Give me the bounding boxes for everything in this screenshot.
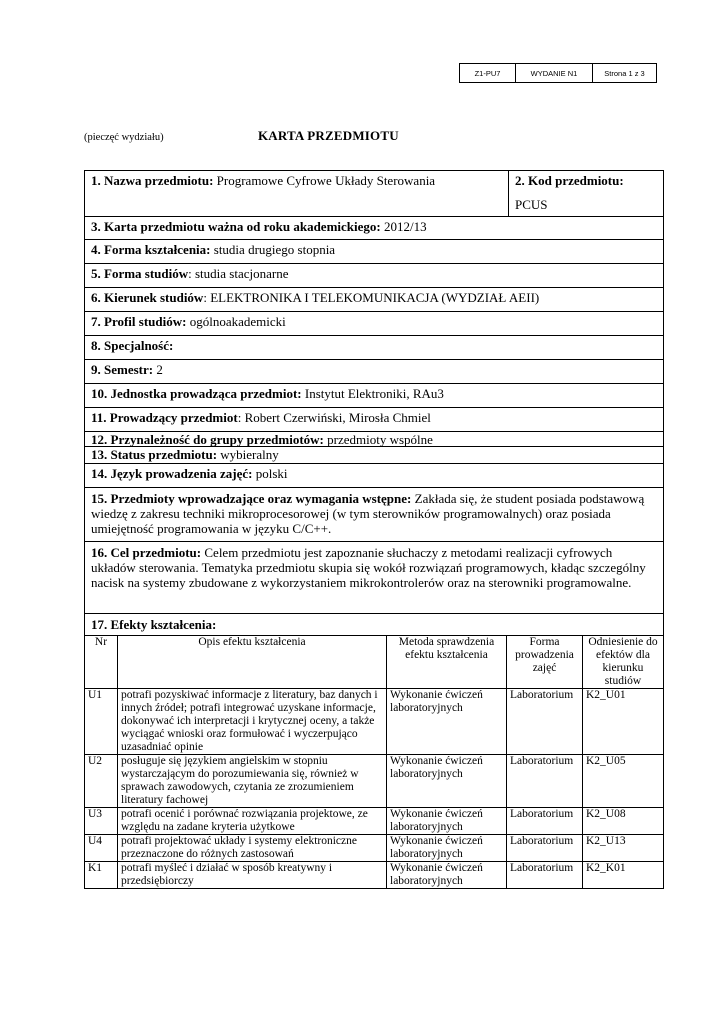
effect-description: potrafi pozyskiwać informacje z literatury, baz danych i innych źródeł; potrafi integrować uzyskane informacje, dokonywać ich interpretacji i krytycznej oceny, a także wyciągać wnioski oraz formułować i wyczerpująco uzasadniać opinie [118, 689, 387, 755]
effect-description: potrafi myśleć i działać w sposób kreatywny i przedsiębiorczy [118, 862, 387, 889]
profile-label: 7. Profil studiów: [91, 314, 187, 329]
goal-value: Celem przedmiotu jest zapoznanie słuchaczy z metodami realizacji cyfrowych układów sterowania. Tematyka przedmiotu skupia się wokół rozwiązań programowych, kładąc szczególny nacisk na systemy zbudowane z wykorzystaniem mikrokontrolerów oraz na sterowniki programowalne. [91, 545, 646, 590]
header-form: Forma prowadzenia zajęć [507, 636, 583, 689]
effect-form: Laboratorium [507, 755, 583, 808]
effects-label: 17. Efekty kształcenia: [91, 617, 217, 632]
table-row [85, 835, 663, 862]
row-profile [85, 312, 663, 336]
row-unit [85, 384, 663, 408]
effect-form: Laboratorium [507, 808, 583, 835]
row-education-form [85, 240, 663, 264]
status-value: wybieralny [217, 447, 279, 462]
effect-method: Wykonanie ćwiczeń laboratoryjnych [387, 835, 507, 862]
language-label: 14. Język prowadzenia zajęć: [91, 466, 253, 481]
education-form-label: 4. Forma kształcenia: [91, 242, 211, 257]
direction-value: : ELEKTRONIKA I TELEKOMUNIKACJA (WYDZIAŁ AEII) [203, 290, 540, 305]
effect-description: posługuje się językiem angielskim w stopniu wystarczającym do porozumiewania się, również w sprawach zawodowych, czytania ze zrozumieniem literatury fachowej [118, 755, 387, 808]
semester-value: 2 [153, 362, 163, 377]
effect-nr: U3 [85, 808, 118, 835]
course-name-value: Programowe Cyfrowe Układy Sterowania [213, 173, 436, 188]
course-name-label: 1. Nazwa przedmiotu: [91, 173, 214, 188]
course-code-label: 2. Kod przedmiotu: [515, 173, 624, 188]
semester-label: 9. Semestr: [91, 362, 154, 377]
effect-description: potrafi ocenić i porównać rozwiązania projektowe, ze względu na zadane kryteria użytkowe [118, 808, 387, 835]
header-description: Opis efektu kształcenia [118, 636, 387, 689]
effect-form: Laboratorium [507, 862, 583, 889]
valid-year-label: 3. Karta przedmiotu ważna od roku akademickiego: [91, 219, 381, 234]
language-value: polski [252, 466, 288, 481]
row-valid-year [85, 217, 663, 240]
faculty-stamp-label: (pieczęć wydziału) [84, 132, 164, 143]
education-form-value: studia drugiego stopnia [210, 242, 336, 257]
lecturer-label: 11. Prowadzący przedmiot [91, 410, 238, 425]
row-group [85, 432, 663, 447]
effect-reference: K2_U13 [583, 835, 664, 862]
effects-table [85, 636, 663, 888]
effect-reference: K2_U08 [583, 808, 664, 835]
effects-table-wrap [85, 636, 663, 888]
effect-description: potrafi projektować układy i systemy elektroniczne przeznaczone do różnych zastosowań [118, 835, 387, 862]
course-code-cell [509, 171, 663, 216]
effect-method: Wykonanie ćwiczeń laboratoryjnych [387, 755, 507, 808]
prerequisites-value: Zakłada się, że student posiada podstawową wiedzę z zakresu techniki mikroprocesorowej (w tym sterowników programowalnych) oraz posiada umiejętność programowania w języku C/C++. [91, 491, 645, 536]
effect-reference: K2_K01 [583, 862, 664, 889]
effect-method: Wykonanie ćwiczeń laboratoryjnych [387, 862, 507, 889]
document-code: Z1-PU7 [460, 64, 516, 82]
unit-value: Instytut Elektroniki, RAu3 [301, 386, 444, 401]
effect-reference: K2_U05 [583, 755, 664, 808]
specialty-label: 8. Specjalność: [91, 338, 174, 353]
profile-value: ogólnoakademicki [186, 314, 286, 329]
lecturer-value: : Robert Czerwiński, Mirosła Chmiel [237, 410, 431, 425]
row-semester [85, 360, 663, 384]
page-title: KARTA PRZEDMIOTU [258, 128, 399, 143]
table-row [85, 862, 663, 889]
effects-header-row [85, 636, 663, 689]
row-goal [85, 542, 663, 614]
effect-method: Wykonanie ćwiczeń laboratoryjnych [387, 689, 507, 755]
row-language [85, 464, 663, 488]
unit-label: 10. Jednostka prowadząca przedmiot: [91, 386, 302, 401]
effect-nr: K1 [85, 862, 118, 889]
prerequisites-label: 15. Przedmioty wprowadzające oraz wymagania wstępne: [91, 491, 412, 506]
group-value: przedmioty wspólne [323, 432, 433, 447]
effect-method: Wykonanie ćwiczeń laboratoryjnych [387, 808, 507, 835]
header-reference: Odniesienie do efektów dla kierunku studiów [583, 636, 664, 689]
direction-label: 6. Kierunek studiów [91, 290, 204, 305]
table-row [85, 689, 663, 755]
effect-form: Laboratorium [507, 835, 583, 862]
course-card-form [84, 170, 664, 889]
row-status [85, 447, 663, 464]
table-row [85, 808, 663, 835]
valid-year-value: 2012/13 [380, 219, 427, 234]
page-number: Strona 1 z 3 [604, 68, 645, 78]
header-nr: Nr [85, 636, 118, 689]
goal-label: 16. Cel przedmiotu: [91, 545, 202, 560]
header-method: Metoda sprawdzenia efektu kształcenia [387, 636, 507, 689]
row-direction [85, 288, 663, 312]
study-form-value: : studia stacjonarne [188, 266, 289, 281]
effect-nr: U4 [85, 835, 118, 862]
row-specialty [85, 336, 663, 360]
effect-nr: U1 [85, 689, 118, 755]
row-prerequisites [85, 488, 663, 542]
effect-form: Laboratorium [507, 689, 583, 755]
row-name-code [85, 171, 663, 217]
row-lecturer [85, 408, 663, 432]
group-label: 12. Przynależność do grupy przedmiotów: [91, 432, 324, 447]
effect-nr: U2 [85, 755, 118, 808]
status-label: 13. Status przedmiotu: [91, 447, 218, 462]
study-form-label: 5. Forma studiów [91, 266, 189, 281]
course-name-cell [85, 171, 509, 216]
edition: WYDANIE N1 [516, 64, 593, 82]
course-code-value: PCUS [515, 197, 548, 212]
document-header-box [459, 63, 657, 83]
row-effects-title [85, 614, 663, 636]
effect-reference: K2_U01 [583, 689, 664, 755]
row-study-form [85, 264, 663, 288]
table-row [85, 755, 663, 808]
